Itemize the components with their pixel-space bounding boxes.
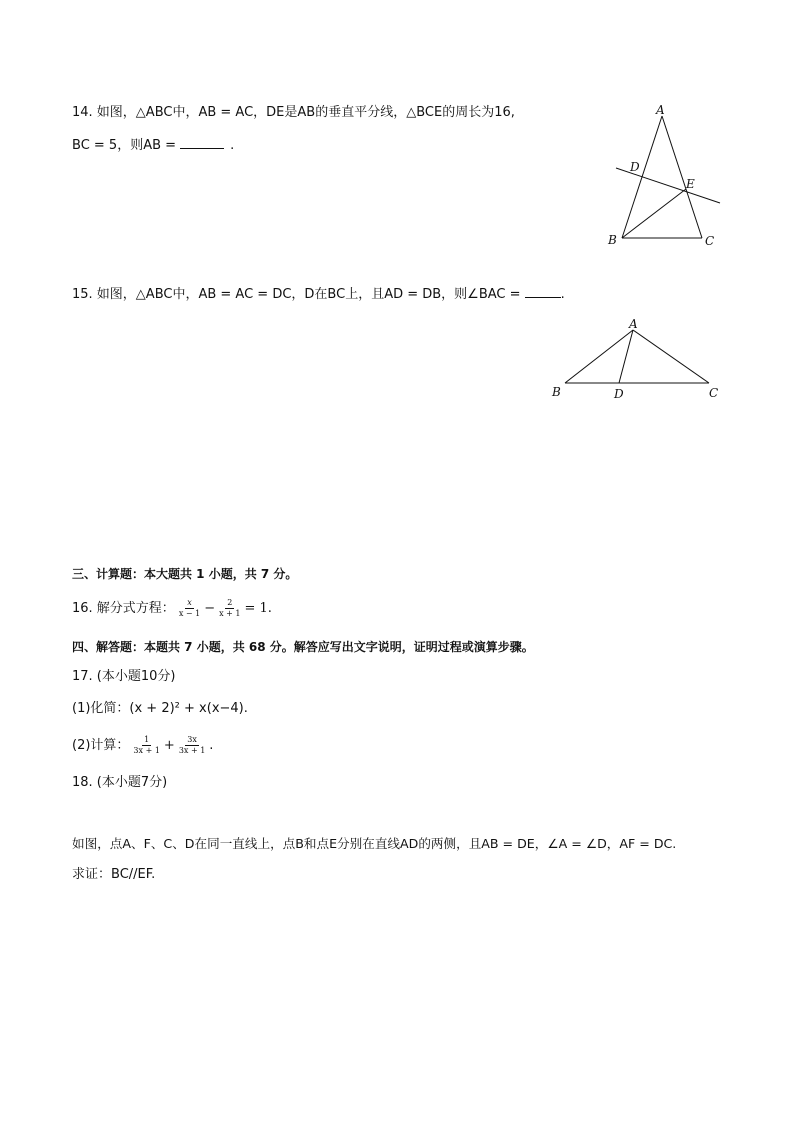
q17-part1: (1)化简：(x + 2)² + x(x−4). xyxy=(72,701,248,716)
q17-fraction-2-numerator: 3x xyxy=(187,735,197,744)
q14-label-D: D xyxy=(630,160,640,174)
q16-fraction-2 xyxy=(217,598,242,619)
q14-text-line2-post: . xyxy=(230,138,235,153)
q18-title: 18. (本小题7分) xyxy=(72,775,168,790)
q17-plus: + xyxy=(163,738,175,753)
q15-figure xyxy=(545,314,735,404)
q14-label-C: C xyxy=(705,234,715,248)
q17-title: 17. (本小题10分) xyxy=(72,669,176,684)
q14-text-line1: 14. 如图，△ABC中，AB = AC，DE是AB的垂直平分线，△BCE的周长为16, xyxy=(72,105,515,120)
q16-fraction-1 xyxy=(177,598,202,619)
q15-label-C: C xyxy=(709,386,719,400)
q17-part2 xyxy=(72,735,213,756)
section4-heading: 四、解答题：本题共 7 小题，共 68 分。解答应写出文字说明，证明过程或演算步骤。 xyxy=(72,640,534,654)
q16-fraction-1-denominator: x − 1 xyxy=(178,609,201,618)
q17-fraction-1-numerator: 1 xyxy=(144,735,150,744)
q15-text-post: . xyxy=(560,287,565,302)
q16-fraction-1-numerator: x xyxy=(187,598,192,607)
q16-fraction-2-numerator: 2 xyxy=(227,598,233,607)
q14-answer-blank[interactable] xyxy=(180,136,224,149)
q18-text-line2: 求证：BC//EF. xyxy=(72,867,156,882)
q14-text-line2 xyxy=(72,136,234,155)
q15-label-D: D xyxy=(614,387,624,401)
q14-label-A: A xyxy=(656,103,665,117)
q16-fraction-2-denominator: x + 1 xyxy=(219,609,241,618)
q14-label-E: E xyxy=(686,177,695,191)
q15-label-B: B xyxy=(552,385,561,399)
q17-part2-suffix: . xyxy=(209,738,214,753)
q17-fraction-2 xyxy=(177,735,207,756)
q14-text-line2-pre: BC = 5，则AB = xyxy=(72,138,181,153)
q15-text-pre: 15. 如图，△ABC中，AB = AC = DC，D在BC上，且AD = DB，则∠BAC = xyxy=(72,287,525,302)
q14-label-B: B xyxy=(608,233,617,247)
q14-figure xyxy=(600,98,730,253)
q17-fraction-1-denominator: 3x + 1 xyxy=(133,746,160,755)
q17-fraction-1 xyxy=(131,735,161,756)
q16-prefix: 16. 解分式方程： xyxy=(72,601,175,616)
q16-equation xyxy=(72,598,272,619)
q17-part2-prefix: (2)计算： xyxy=(72,738,130,753)
q16-minus: − xyxy=(204,601,216,616)
q15-text xyxy=(72,285,565,304)
q15-label-A: A xyxy=(629,317,638,331)
q17-fraction-2-denominator: 3x + 1 xyxy=(178,746,206,755)
section3-heading: 三、计算题：本大题共 1 小题，共 7 分。 xyxy=(72,567,298,581)
q15-answer-blank[interactable] xyxy=(525,285,561,298)
q16-rhs: = 1. xyxy=(244,601,272,616)
q18-text-line1: 如图，点A、F、C、D在同一直线上，点B和点E分别在直线AD的两侧，且AB = DE，∠A = ∠D，AF = DC. xyxy=(72,836,677,851)
